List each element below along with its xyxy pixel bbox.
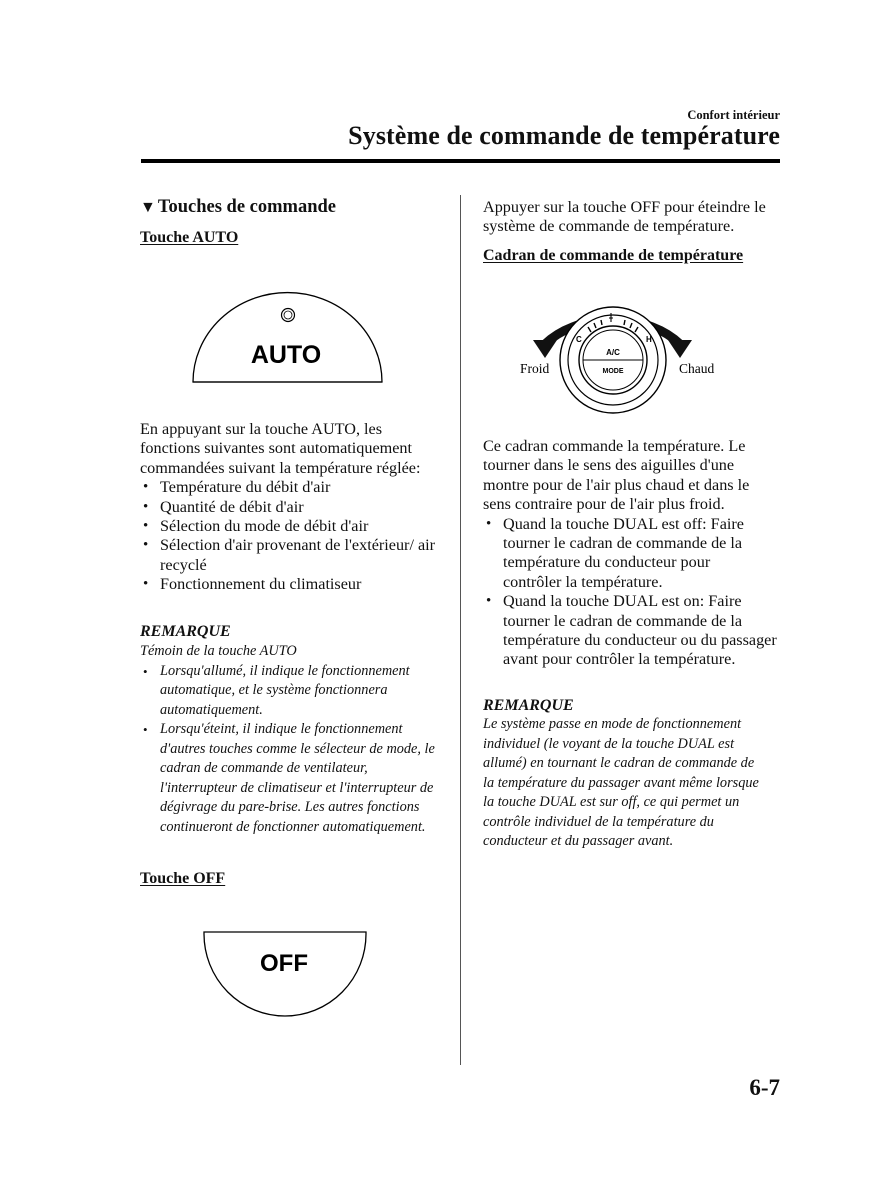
auto-functions-list	[140, 478, 440, 594]
left-remark	[140, 623, 440, 837]
cold-label: Froid	[520, 361, 550, 376]
right-remark	[483, 697, 773, 852]
mode-label: MODE	[602, 368, 624, 375]
hot-label: Chaud	[679, 361, 715, 376]
list-item: • Quand la touche DUAL est off: Faire tourner le cadran de commande de la température du conducteur pour contrôler la température.	[483, 515, 768, 593]
auto-button-label: AUTO	[250, 341, 322, 369]
off-text: Appuyer sur la touche OFF pour éteindre le système de commande de température.	[483, 198, 766, 236]
page-title: Système de commande de température	[348, 121, 780, 150]
list-item: • Quantité de débit d'air	[140, 498, 440, 517]
off-button-illustration	[202, 930, 368, 1018]
dial-description	[483, 437, 778, 670]
list-item: • Sélection du mode de débit d'air	[140, 517, 440, 536]
list-item: • Lorsqu'allumé, il indique le fonctionnement automatique, et le système fonctionnera automatiquement.	[140, 662, 420, 721]
auto-intro: En appuyant sur la touche AUTO, les fonctions suivantes sont automatiquement commandées suivant la température réglée:	[140, 420, 421, 477]
list-item: • Fonctionnement du climatiseur	[140, 575, 440, 594]
temperature-dial-illustration	[515, 282, 730, 422]
list-item: • Sélection d'air provenant de l'extérieur/ air recyclé	[140, 536, 438, 575]
off-subhead: Touche OFF	[140, 870, 226, 887]
ac-label: A/C	[606, 348, 620, 357]
section-name: Confort intérieur	[687, 108, 780, 122]
triangle-icon: ▼	[140, 199, 156, 216]
column-divider	[460, 195, 461, 1065]
remark-list	[140, 662, 440, 838]
off-description	[483, 198, 783, 237]
auto-button-illustration	[190, 290, 385, 385]
remark-text: Le système passe en mode de fonctionnement individuel (le voyant de la touche DUAL est allumé) en tournant le cadran de commande de la température du passager avant même lorsque la touche DUAL est sur off, ce qui permet un contrôle individuel de la température du conducteur et du passager avant.	[483, 716, 759, 849]
cold-mark: C	[576, 335, 582, 344]
list-item: • Lorsqu'éteint, il indique le fonctionnement d'autres touches comme le sélecteur de mode, le cadran de commande de ventilateur, l'interrupteur de climatiseur et l'interrupteur de dégivrage du pare-brise. Les autres fonctions continueront de fonctionner automatiquement.	[140, 720, 435, 837]
off-button-label: OFF	[260, 950, 308, 977]
list-item: • Température du débit d'air	[140, 478, 440, 497]
remark-title: REMARQUE	[483, 697, 574, 714]
list-item: • Quand la touche DUAL est on: Faire tourner le cadran de commande de la température du conducteur ou du passager avant pour contrôler la température.	[483, 592, 778, 670]
hot-mark: H	[646, 335, 652, 344]
auto-description	[140, 420, 440, 595]
dial-subhead: Cadran de commande de température	[483, 247, 744, 264]
auto-subhead: Touche AUTO	[140, 229, 239, 246]
header-rule	[141, 159, 780, 163]
remark-intro: Témoin de la touche AUTO	[140, 643, 297, 659]
section-heading	[140, 197, 336, 218]
section-heading-text: Touches de commande	[157, 197, 337, 217]
dual-list	[483, 515, 778, 670]
remark-title: REMARQUE	[140, 623, 231, 640]
page-number: 6-7	[749, 1075, 780, 1100]
dial-text: Ce cadran commande la température. Le tourner dans le sens des aiguilles d'une montre pour de l'air plus chaud et dans le sens contraire pour de l'air plus froid.	[483, 437, 750, 514]
